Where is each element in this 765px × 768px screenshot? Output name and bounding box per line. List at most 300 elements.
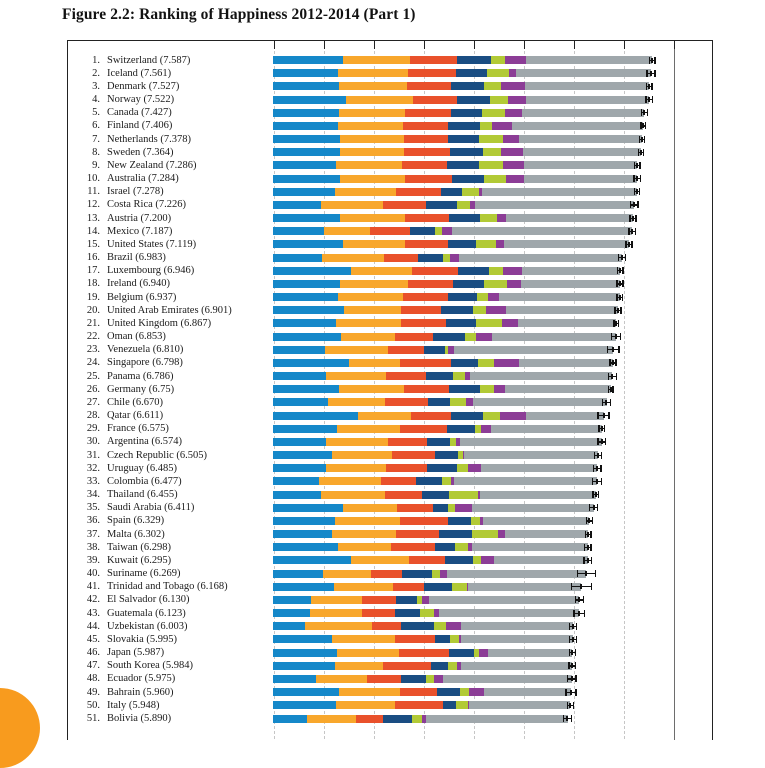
bar-segment-healthy_life_expectancy [367, 675, 402, 683]
error-bar-center-mark [615, 334, 617, 339]
row-country-label: Venezuela (6.810) [107, 344, 184, 356]
error-bar-center-mark [595, 492, 597, 497]
error-bar-right-cap [573, 702, 574, 709]
bar-segment-gdp_per_capita [273, 293, 338, 301]
bar-segment-healthy_life_expectancy [400, 517, 448, 525]
bar-segment-healthy_life_expectancy [405, 240, 448, 248]
row-country-label: Israel (7.278) [107, 186, 164, 198]
bar-segment-corruption [492, 122, 513, 130]
bar-segment-freedom [418, 254, 443, 262]
bar-segment-gdp_per_capita [273, 385, 339, 393]
error-bar-center-mark [615, 321, 617, 326]
bar-segment-corruption [507, 280, 521, 288]
bar-segment-social_support [338, 293, 402, 301]
row-country-label: Thailand (6.455) [107, 489, 178, 501]
row-rank: 23. [86, 344, 100, 356]
bar-segment-generosity [455, 543, 468, 551]
error-bar-left-cap [585, 531, 586, 538]
bar-segment-corruption [506, 175, 524, 183]
bar-segment-healthy_life_expectancy [383, 662, 431, 670]
row-rank: 35. [86, 502, 100, 514]
bar-segment-generosity [480, 214, 497, 222]
bar-segment-dystopia_residual [475, 201, 634, 209]
error-bar-right-cap [625, 254, 626, 261]
bar-segment-dystopia_residual [452, 227, 632, 235]
confidence-interval-error-bar [592, 478, 602, 485]
bar-segment-social_support [346, 96, 413, 104]
error-bar-center-mark [651, 58, 653, 63]
bar-segment-dystopia_residual [454, 477, 597, 485]
bar-segment-gdp_per_capita [273, 201, 321, 209]
row-country-label: Suriname (6.269) [107, 568, 181, 580]
error-bar-left-cap [567, 675, 568, 682]
bar-segment-corruption [503, 135, 519, 143]
row-country-label: Malta (6.302) [107, 528, 165, 540]
confidence-interval-error-bar [569, 649, 576, 656]
stacked-bar [273, 596, 579, 604]
stacked-bar [273, 135, 642, 143]
error-bar-center-mark [628, 242, 630, 247]
bar-segment-social_support [335, 188, 396, 196]
bar-segment-generosity [480, 122, 492, 130]
bar-segment-freedom [456, 69, 487, 77]
error-bar-left-cap [583, 557, 584, 564]
bar-segment-generosity [449, 491, 478, 499]
bar-segment-generosity [479, 161, 503, 169]
bar-segment-freedom [427, 438, 450, 446]
bar-segment-gdp_per_capita [273, 122, 338, 130]
bar-segment-generosity [484, 280, 507, 288]
bar-segment-generosity [457, 201, 470, 209]
row-rank: 17. [86, 265, 100, 277]
bar-segment-freedom [457, 56, 490, 64]
bar-segment-social_support [338, 69, 408, 77]
stacked-bar [273, 161, 637, 169]
error-bar-center-mark [570, 690, 572, 695]
bar-segment-social_support [332, 451, 392, 459]
bar-segment-dystopia_residual [522, 109, 645, 117]
error-bar-right-cap [620, 333, 621, 340]
confidence-interval-error-bar [586, 517, 593, 524]
stacked-bar [273, 609, 579, 617]
bar-segment-healthy_life_expectancy [386, 372, 426, 380]
bar-segment-gdp_per_capita [273, 214, 340, 222]
bar-segment-dystopia_residual [469, 701, 570, 709]
row-country-label: Trinidad and Tobago (6.168) [107, 581, 228, 593]
confidence-interval-error-bar [634, 162, 641, 169]
row-rank: 45. [86, 633, 100, 645]
error-bar-right-cap [620, 307, 621, 314]
error-bar-center-mark [587, 545, 589, 550]
stacked-bar [273, 543, 588, 551]
confidence-interval-error-bar [597, 438, 606, 445]
error-bar-right-cap [612, 386, 613, 393]
bar-segment-gdp_per_capita [273, 438, 326, 446]
axis-tick-x-0 [274, 41, 275, 49]
bar-segment-gdp_per_capita [273, 649, 337, 657]
bar-segment-healthy_life_expectancy [400, 359, 451, 367]
row-country-label: Finland (7.406) [107, 120, 173, 132]
bar-segment-corruption [500, 412, 526, 420]
bar-segment-social_support [307, 715, 356, 723]
bar-segment-dystopia_residual [483, 517, 589, 525]
row-rank: 40. [86, 568, 100, 580]
confidence-interval-error-bar [629, 215, 636, 222]
bar-segment-corruption [422, 596, 429, 604]
bar-segment-freedom [431, 662, 448, 670]
confidence-interval-error-bar [597, 412, 609, 419]
axis-tick-x-1 [324, 41, 325, 49]
stacked-bar [273, 96, 649, 104]
error-bar-right-cap [576, 636, 577, 643]
bar-segment-gdp_per_capita [273, 333, 341, 341]
bar-segment-social_support [332, 530, 396, 538]
bar-segment-corruption [503, 267, 522, 275]
error-bar-left-cap [569, 636, 570, 643]
row-rank: 15. [86, 238, 100, 250]
bar-segment-dystopia_residual [464, 451, 598, 459]
bar-segment-gdp_per_capita [273, 398, 328, 406]
bar-segment-generosity [491, 56, 506, 64]
stacked-bar [273, 267, 620, 275]
row-country-label: New Zealand (7.286) [107, 159, 197, 171]
bar-segment-generosity [484, 82, 501, 90]
bar-segment-freedom [435, 635, 451, 643]
error-bar-right-cap [600, 465, 601, 472]
row-rank: 26. [86, 383, 100, 395]
row-country-label: Switzerland (7.587) [107, 54, 191, 66]
row-rank: 20. [86, 304, 100, 316]
bar-segment-freedom [446, 319, 476, 327]
error-bar-right-cap [571, 715, 572, 722]
bar-segment-corruption [501, 148, 523, 156]
bar-segment-corruption [434, 675, 443, 683]
bar-segment-healthy_life_expectancy [412, 267, 458, 275]
error-bar-left-cap [571, 583, 572, 590]
bar-segment-generosity [442, 477, 451, 485]
stacked-bar [273, 359, 613, 367]
bar-segment-gdp_per_capita [273, 675, 316, 683]
row-country-label: United States (7.119) [107, 238, 197, 250]
stacked-bar [273, 451, 598, 459]
bar-segment-corruption [469, 688, 484, 696]
error-bar-left-cap [573, 610, 574, 617]
stacked-bar [273, 504, 594, 512]
confidence-interval-error-bar [598, 425, 605, 432]
row-rank: 10. [86, 173, 100, 185]
bar-segment-dystopia_residual [505, 530, 588, 538]
row-rank: 31. [86, 449, 100, 461]
row-rank: 13. [86, 212, 100, 224]
bar-segment-social_support [322, 254, 384, 262]
error-bar-left-cap [609, 359, 610, 366]
error-bar-right-cap [597, 504, 598, 511]
error-bar-center-mark [619, 295, 621, 300]
row-rank: 8. [92, 146, 100, 158]
row-country-label: Taiwan (6.298) [107, 541, 171, 553]
error-bar-center-mark [619, 281, 621, 286]
error-bar-left-cap [634, 188, 635, 195]
error-bar-center-mark [648, 84, 650, 89]
bar-segment-freedom [410, 227, 434, 235]
row-country-label: Denmark (7.527) [107, 80, 180, 92]
error-bar-right-cap [584, 610, 585, 617]
bar-segment-social_support [316, 675, 366, 683]
bar-segment-healthy_life_expectancy [384, 254, 419, 262]
bar-segment-healthy_life_expectancy [404, 135, 449, 143]
stacked-bar [273, 425, 602, 433]
error-bar-right-cap [647, 109, 648, 116]
confidence-interval-error-bar [593, 465, 602, 472]
error-bar-left-cap [633, 175, 634, 182]
bar-segment-healthy_life_expectancy [397, 504, 433, 512]
bar-segment-social_support [326, 464, 386, 472]
bar-segment-freedom [451, 359, 478, 367]
bar-segment-freedom [395, 609, 420, 617]
bar-segment-healthy_life_expectancy [407, 82, 451, 90]
row-rank: 28. [86, 410, 100, 422]
bar-segment-generosity [476, 240, 496, 248]
stacked-bar [273, 122, 643, 130]
bar-segment-healthy_life_expectancy [402, 161, 447, 169]
bar-segment-dystopia_residual [526, 412, 604, 420]
row-rank: 27. [86, 396, 100, 408]
bar-segment-social_support [334, 583, 393, 591]
error-bar-right-cap [618, 320, 619, 327]
bar-segment-dystopia_residual [429, 596, 579, 604]
bar-segment-dystopia_residual [439, 609, 580, 617]
error-bar-left-cap [629, 215, 630, 222]
stacked-bar [273, 688, 571, 696]
bar-segment-freedom [448, 122, 480, 130]
bar-segment-generosity [465, 333, 476, 341]
bar-segment-social_support [343, 240, 405, 248]
bar-segment-dystopia_residual [525, 82, 650, 90]
bar-segment-generosity [482, 109, 505, 117]
row-rank: 11. [87, 186, 100, 198]
bar-segment-healthy_life_expectancy [388, 346, 424, 354]
bar-segment-social_support [326, 438, 388, 446]
bar-segment-dystopia_residual [524, 161, 637, 169]
bar-segment-generosity [473, 306, 486, 314]
bar-segment-dystopia_residual [468, 583, 582, 591]
stacked-bar [273, 201, 634, 209]
row-rank: 49. [86, 686, 100, 698]
confidence-interval-error-bar [630, 201, 639, 208]
bar-segment-gdp_per_capita [273, 715, 307, 723]
bar-segment-gdp_per_capita [273, 96, 346, 104]
bar-segment-generosity [473, 556, 481, 564]
error-bar-right-cap [651, 83, 652, 90]
error-bar-right-cap [604, 425, 605, 432]
bar-segment-healthy_life_expectancy [356, 715, 383, 723]
bar-segment-healthy_life_expectancy [370, 227, 411, 235]
error-bar-center-mark [636, 163, 638, 168]
bar-segment-corruption [486, 306, 505, 314]
bar-segment-social_support [305, 622, 372, 630]
bar-segment-dystopia_residual [443, 675, 572, 683]
bar-segment-corruption [509, 69, 516, 77]
bar-segment-healthy_life_expectancy [401, 306, 442, 314]
stacked-bar [273, 227, 632, 235]
bar-segment-generosity [480, 385, 494, 393]
bar-segment-social_support [337, 425, 400, 433]
error-bar-left-cap [646, 70, 647, 77]
error-bar-right-cap [590, 544, 591, 551]
bar-segment-freedom [449, 385, 480, 393]
bar-segment-gdp_per_capita [273, 504, 343, 512]
bar-segment-healthy_life_expectancy [411, 412, 451, 420]
bar-segment-generosity [483, 412, 499, 420]
row-country-label: Colombia (6.477) [107, 475, 182, 487]
bar-segment-social_support [337, 649, 400, 657]
error-bar-left-cap [597, 412, 598, 419]
confidence-interval-error-bar [567, 702, 575, 709]
row-country-label: Panama (6.786) [107, 370, 174, 382]
error-bar-right-cap [583, 596, 584, 603]
bar-segment-social_support [326, 372, 386, 380]
error-bar-center-mark [636, 176, 638, 181]
row-country-label: United Kingdom (6.867) [107, 317, 212, 329]
bar-segment-generosity [420, 609, 434, 617]
error-bar-left-cap [575, 596, 576, 603]
bar-segment-corruption [476, 333, 492, 341]
bar-segment-gdp_per_capita [273, 82, 339, 90]
bar-segment-dystopia_residual [484, 688, 571, 696]
row-country-label: Bolivia (5.890) [107, 713, 172, 724]
row-country-label: France (6.575) [107, 423, 169, 435]
bar-segment-freedom [433, 333, 465, 341]
bar-segment-healthy_life_expectancy [388, 438, 427, 446]
bar-segment-corruption [468, 464, 480, 472]
bar-segment-social_support [343, 56, 411, 64]
bar-segment-corruption [450, 254, 459, 262]
bar-segment-freedom [448, 293, 477, 301]
error-bar-right-cap [615, 359, 616, 366]
row-country-label: Norway (7.522) [107, 94, 175, 105]
error-bar-center-mark [566, 716, 568, 721]
error-bar-center-mark [578, 611, 580, 616]
bar-segment-dystopia_residual [526, 96, 649, 104]
bar-segment-social_support [340, 175, 406, 183]
bar-segment-gdp_per_capita [273, 688, 339, 696]
stacked-bar [273, 675, 572, 683]
bar-segment-social_support [340, 214, 405, 222]
bar-segment-dystopia_residual [491, 425, 602, 433]
bar-segment-dystopia_residual [472, 543, 588, 551]
error-bar-left-cap [602, 399, 603, 406]
row-rank: 42. [86, 594, 100, 606]
confidence-interval-error-bar [583, 557, 592, 564]
bar-segment-healthy_life_expectancy [408, 280, 453, 288]
bar-segment-social_support [351, 556, 409, 564]
row-rank: 37. [86, 528, 100, 540]
bar-segment-gdp_per_capita [273, 583, 334, 591]
stacked-bar [273, 622, 573, 630]
bar-segment-healthy_life_expectancy [404, 385, 449, 393]
error-bar-center-mark [593, 505, 595, 510]
stacked-bar [273, 346, 613, 354]
row-country-label: Spain (6.329) [107, 515, 165, 527]
bar-segment-healthy_life_expectancy [405, 214, 450, 222]
row-rank: 12. [86, 199, 100, 211]
bar-segment-generosity [443, 254, 450, 262]
error-bar-left-cap [565, 689, 566, 696]
row-rank: 24. [86, 357, 100, 369]
bar-segment-social_support [339, 688, 400, 696]
bar-segment-social_support [358, 412, 412, 420]
bar-segment-freedom [457, 96, 491, 104]
error-bar-right-cap [618, 346, 619, 353]
bar-segment-freedom [424, 346, 445, 354]
error-bar-right-cap [610, 399, 611, 406]
bar-segment-gdp_per_capita [273, 451, 332, 459]
row-rank: 38. [86, 541, 100, 553]
row-rank: 44. [86, 620, 100, 632]
bar-segment-healthy_life_expectancy [409, 556, 445, 564]
row-rank: 19. [86, 291, 100, 303]
error-bar-center-mark [571, 663, 573, 668]
error-bar-left-cap [577, 570, 578, 577]
bar-segment-freedom [451, 82, 484, 90]
bar-segment-dystopia_residual [526, 56, 652, 64]
bar-segment-healthy_life_expectancy [400, 688, 437, 696]
bar-segment-dystopia_residual [481, 464, 598, 472]
row-country-label: Luxembourg (6.946) [107, 265, 195, 277]
stacked-bar [273, 583, 581, 591]
bar-segment-gdp_per_capita [273, 240, 343, 248]
bar-segment-gdp_per_capita [273, 267, 351, 275]
bar-segment-gdp_per_capita [273, 622, 305, 630]
bar-segment-corruption [481, 556, 494, 564]
bar-segment-freedom [426, 201, 458, 209]
bar-segment-freedom [450, 148, 483, 156]
row-country-label: South Korea (5.984) [107, 660, 194, 672]
error-bar-left-cap [618, 254, 619, 261]
row-country-label: Slovakia (5.995) [107, 633, 177, 645]
error-bar-center-mark [569, 703, 571, 708]
confidence-interval-error-bar [594, 452, 602, 459]
row-rank: 21. [86, 317, 100, 329]
confidence-interval-error-bar [609, 359, 616, 366]
bar-segment-healthy_life_expectancy [362, 596, 396, 604]
bar-segment-gdp_per_capita [273, 635, 332, 643]
bar-segment-dystopia_residual [472, 504, 594, 512]
row-country-label: Oman (6.853) [107, 331, 166, 343]
bar-segment-gdp_per_capita [273, 701, 336, 709]
stacked-bar [273, 464, 597, 472]
error-bar-right-cap [635, 228, 636, 235]
bar-segment-freedom [422, 491, 450, 499]
error-bar-right-cap [644, 136, 645, 143]
confidence-interval-error-bar [585, 531, 592, 538]
bar-segment-social_support [332, 635, 396, 643]
bar-segment-healthy_life_expectancy [400, 425, 447, 433]
bar-segment-freedom [426, 372, 453, 380]
bar-segment-freedom [428, 398, 450, 406]
error-bar-right-cap [631, 241, 632, 248]
bar-segment-generosity [456, 701, 467, 709]
bar-segment-dystopia_residual [480, 491, 596, 499]
error-bar-right-cap [591, 583, 592, 590]
stacked-bar [273, 175, 637, 183]
error-bar-right-cap [592, 517, 593, 524]
bar-segment-generosity [450, 635, 459, 643]
error-bar-left-cap [628, 228, 629, 235]
stacked-bar [273, 214, 633, 222]
bar-segment-corruption [481, 425, 491, 433]
error-bar-right-cap [622, 267, 623, 274]
